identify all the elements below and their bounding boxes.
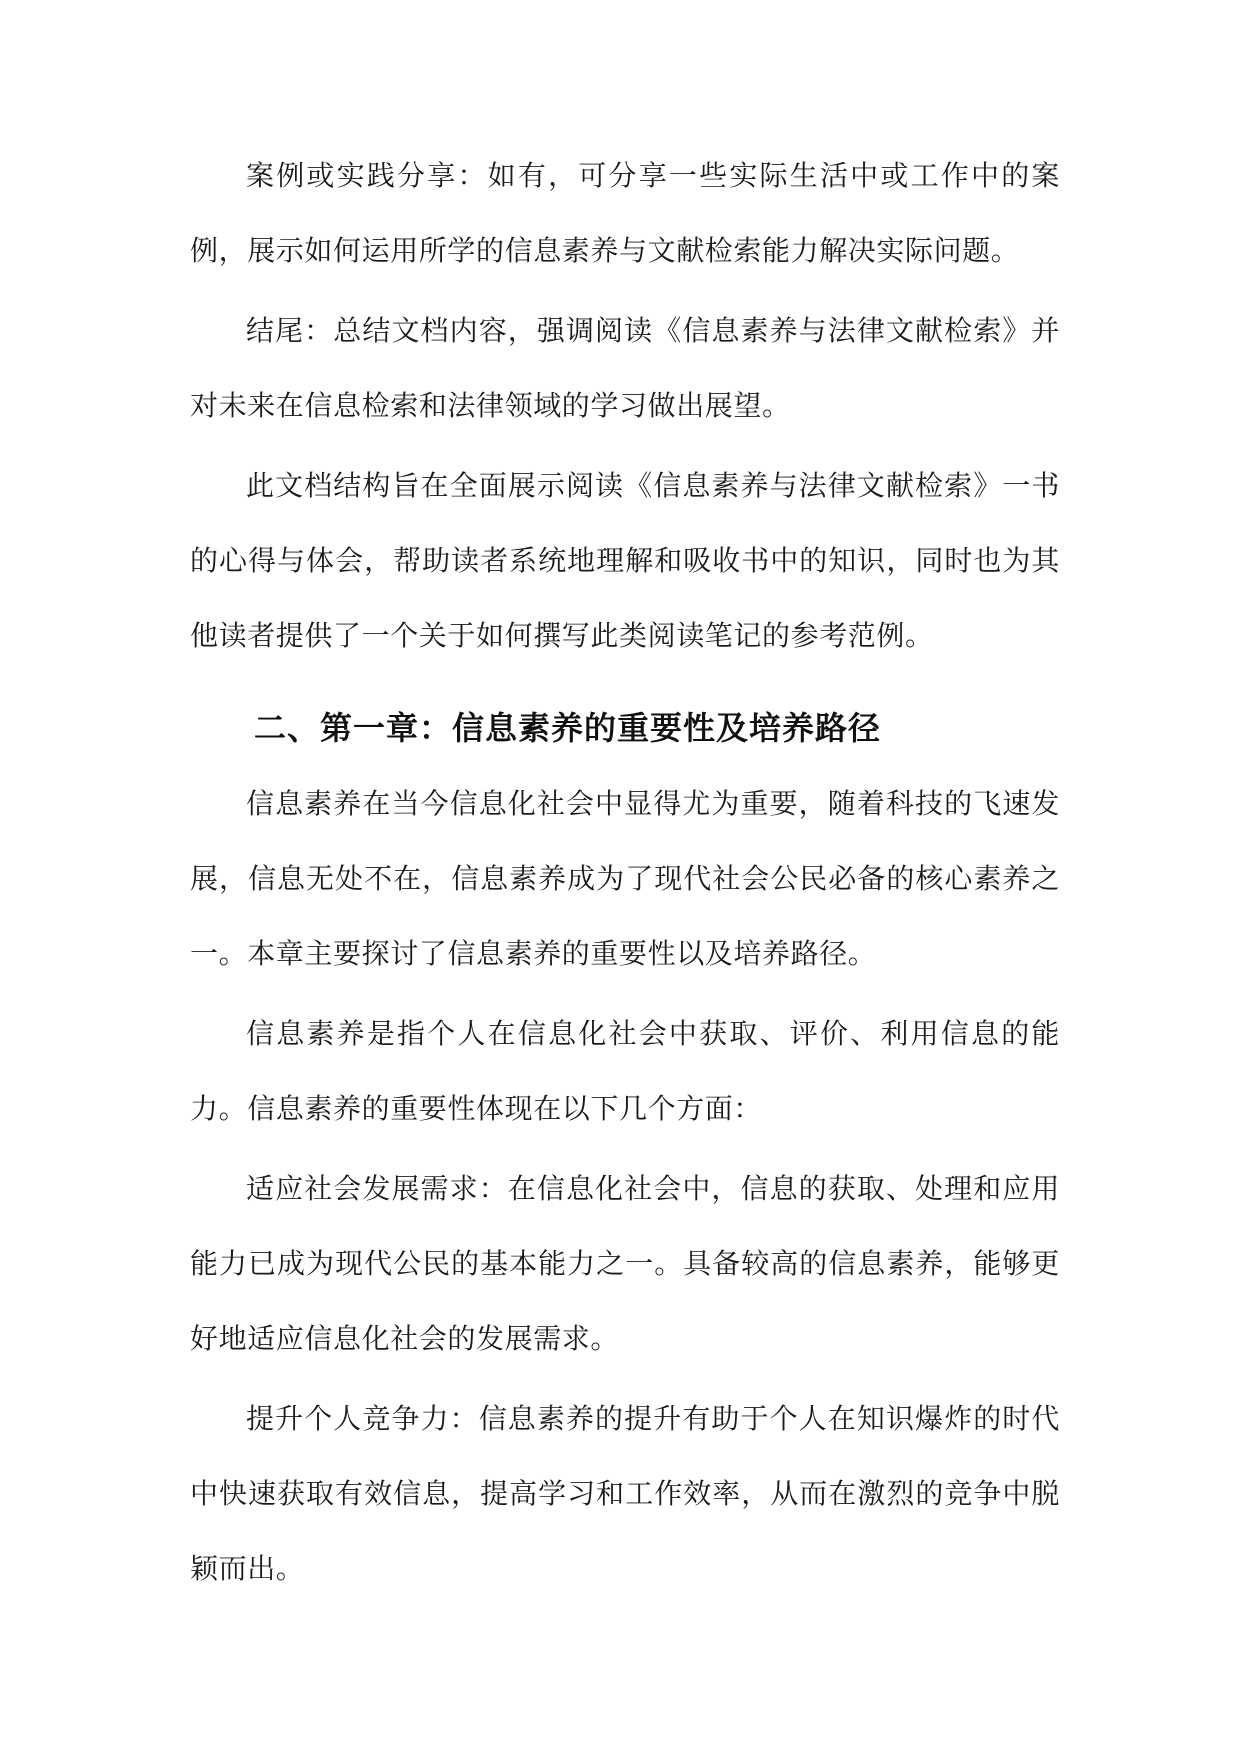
document-body <box>190 138 1060 1611</box>
paragraph-competitiveness: 提升个人竞争力：信息素养的提升有助于个人在知识爆炸的时代中快速获取有效信息，提高学习和工作效率，从而在激烈的竞争中脱颖而出。 <box>190 1402 1060 1585</box>
paragraph-intro: 信息素养在当今信息化社会中显得尤为重要，随着科技的飞速发展，信息无处不在，信息素养成为了现代社会公民必备的核心素养之一。本章主要探讨了信息素养的重要性以及培养路径。 <box>190 787 1060 970</box>
paragraph-case-sharing: 案例或实践分享：如有，可分享一些实际生活中或工作中的案例，展示如何运用所学的信息素养与文献检索能力解决实际问题。 <box>190 159 1060 267</box>
section-heading: 二、第一章：信息素养的重要性及培养路径 <box>254 709 882 747</box>
paragraph-structure-purpose: 此文档结构旨在全面展示阅读《信息素养与法律文献检索》一书的心得与体会，帮助读者系统地理解和吸收书中的知识，同时也为其他读者提供了一个关于如何撰写此类阅读笔记的参考范例。 <box>190 469 1060 652</box>
paragraph-conclusion: 结尾：总结文档内容，强调阅读《信息素养与法律文献检索》并对未来在信息检索和法律领域的学习做出展望。 <box>190 314 1060 422</box>
paragraph-social-needs: 适应社会发展需求：在信息化社会中，信息的获取、处理和应用能力已成为现代公民的基本能力之一。具备较高的信息素养，能够更好地适应信息化社会的发展需求。 <box>190 1172 1060 1355</box>
paragraph-definition: 信息素养是指个人在信息化社会中获取、评价、利用信息的能力。信息素养的重要性体现在以下几个方面： <box>190 1017 1060 1125</box>
